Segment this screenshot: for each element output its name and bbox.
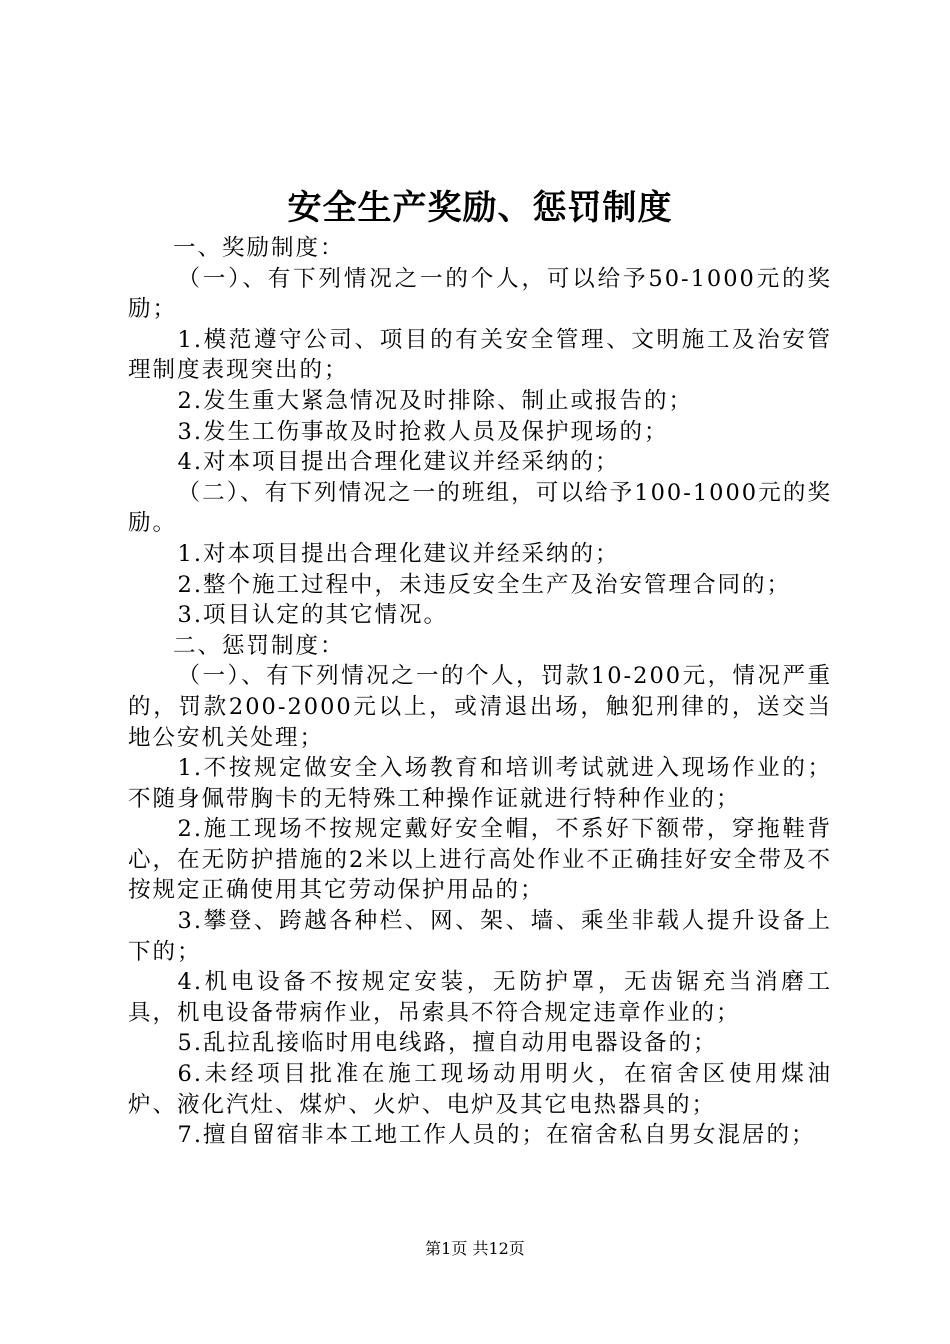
document-title: 安全生产奖励、惩罚制度 — [287, 188, 673, 228]
list-item: 1.不按规定做安全入场教育和培训考试就进入现场作业的；不随身佩带胸卡的无特殊工种操作证就进行特种作业的； — [128, 755, 832, 812]
list-item: 4.机电设备不按规定安装，无防护罩，无齿锯充当消磨工具，机电设备带病作业，吊索具不符合规定违章作业的； — [128, 969, 832, 1026]
list-item: 1.对本项目提出合理化建议并经采纳的； — [177, 540, 620, 567]
section-heading-rewards: 一、奖励制度： — [173, 235, 345, 261]
list-item: 7.擅自留宿非本工地工作人员的；在宿舍私自男女混居的； — [177, 1122, 816, 1149]
document-body — [128, 233, 832, 1151]
paragraph-reward-individual: （一）、有下列情况之一的个人，可以给予50-1000元的奖励； — [128, 265, 832, 323]
list-item: 6.未经项目批准在施工现场动用明火，在宿舍区使用煤油炉、液化汽灶、煤炉、火炉、电炉及其它电热器具的； — [128, 1061, 832, 1118]
list-item: 3.攀登、跨越各种栏、网、架、墙、乘坐非载人提升设备上下的； — [128, 908, 832, 965]
list-item: 3.项目认定的其它情况。 — [177, 602, 448, 629]
list-item: 5.乱拉乱接临时用电线路，擅自动用电器设备的； — [177, 1030, 718, 1057]
list-item: 4.对本项目提出合理化建议并经采纳的； — [177, 449, 620, 476]
section-heading-penalties: 二、惩罚制度： — [173, 632, 345, 659]
list-item: 1.模范遵守公司、项目的有关安全管理、文明施工及治安管理制度表现突出的； — [128, 326, 832, 384]
page-footer: 第1页 共12页 — [425, 1239, 525, 1258]
list-item: 2.施工现场不按规定戴好安全帽，不系好下额带，穿拖鞋背心，在无防护措施的2米以上进行高处作业不正确挂好安全带及不按规定正确使用其它劳动保护用品的； — [128, 816, 832, 904]
paragraph-reward-team: （二）、有下列情况之一的班组，可以给予100-1000元的奖励。 — [128, 479, 832, 537]
list-item: 3.发生工伤事故及时抢救人员及保护现场的； — [177, 418, 669, 445]
list-item: 2.整个施工过程中，未违反安全生产及治安管理合同的； — [177, 571, 791, 598]
paragraph-penalty-individual: （一）、有下列情况之一的个人，罚款10-200元，情况严重的，罚款200-2000元以上，或清退出场，触犯刑律的，送交当地公安机关处理； — [128, 663, 832, 751]
list-item: 2.发生重大紧急情况及时排除、制止或报告的； — [177, 387, 693, 414]
document-page — [128, 0, 832, 1344]
